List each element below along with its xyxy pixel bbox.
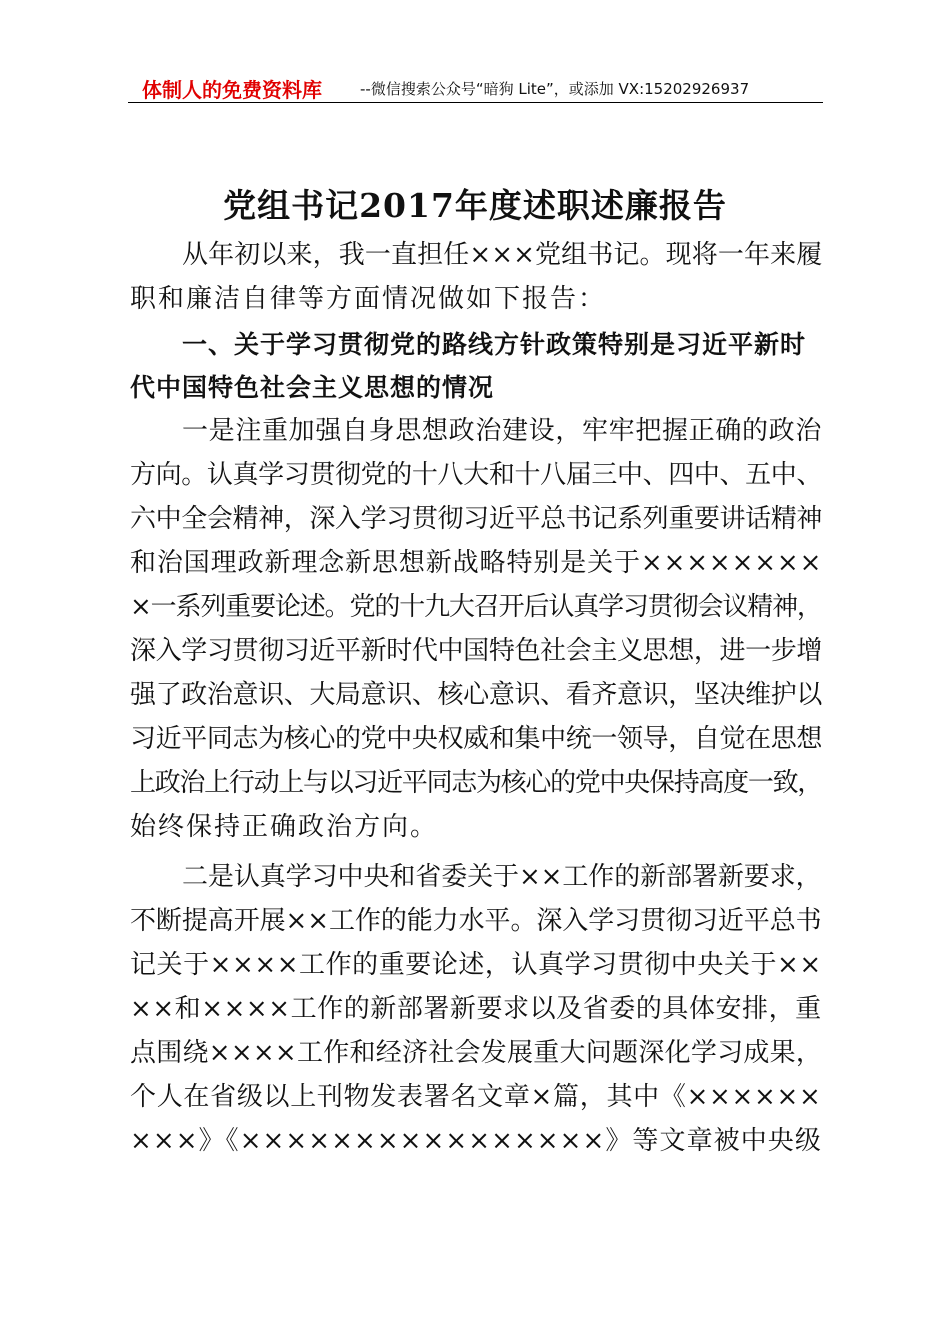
paragraph-line: 强了政治意识、大局意识、核心意识、看齐意识，坚决维护以	[130, 680, 823, 710]
header-contact: --微信搜索公众号“暗狗 Lite”，或添加 VX:15202926937	[360, 80, 750, 98]
section-heading-line: 一、关于学习贯彻党的路线方针政策特别是习近平新时	[182, 330, 807, 359]
document-title: 党组书记2017年度述职述廉报告	[223, 186, 727, 225]
paragraph-line: ×一系列重要论述。党的十九大召开后认真学习贯彻会议精神，	[130, 592, 822, 622]
intro-line: 从年初以来，我一直担任×××党组书记。现将一年来履	[182, 240, 823, 270]
paragraph-line: 和治国理政新理念新思想新战略特别是关于××××××××	[130, 548, 823, 578]
paragraph-line: 点围绕××××工作和经济社会发展重大问题深化学习成果，	[130, 1038, 823, 1068]
paragraph-line: 始终保持正确政治方向。	[130, 812, 439, 842]
page-header	[128, 70, 823, 103]
paragraph-line: 二是认真学习中央和省委关于××工作的新部署新要求，	[182, 862, 822, 892]
paragraph-line: 方向。认真学习贯彻党的十八大和十八届三中、四中、五中、	[130, 460, 823, 490]
paragraph-line: 习近平同志为核心的党中央权威和集中统一领导，自觉在思想	[130, 724, 823, 754]
header-brand: 体制人的免费资料库	[142, 78, 322, 102]
paragraph-line: 上政治上行动上与以习近平同志为核心的党中央保持高度一致，	[130, 768, 823, 798]
paragraph-line: ×××》《××××××××××××××××》等文章被中央级	[130, 1126, 822, 1156]
paragraph-line: 个人在省级以上刊物发表署名文章×篇，其中《××××××	[130, 1082, 822, 1112]
section-heading-line: 代中国特色社会主义思想的情况	[130, 373, 495, 402]
paragraph-line: 六中全会精神，深入学习贯彻习近平总书记系列重要讲话精神	[130, 504, 823, 534]
paragraph-line: 深入学习贯彻习近平新时代中国特色社会主义思想，进一步增	[130, 636, 823, 666]
paragraph-line: ××和××××工作的新部署新要求以及省委的具体安排，重	[130, 994, 822, 1024]
paragraph-line: 不断提高开展××工作的能力水平。深入学习贯彻习近平总书	[130, 906, 822, 936]
paragraph-line: 记关于××××工作的重要论述，认真学习贯彻中央关于××	[130, 950, 822, 980]
intro-line: 职和廉洁自律等方面情况做如下报告：	[130, 284, 607, 314]
paragraph-line: 一是注重加强自身思想政治建设，牢牢把握正确的政治	[182, 416, 823, 446]
